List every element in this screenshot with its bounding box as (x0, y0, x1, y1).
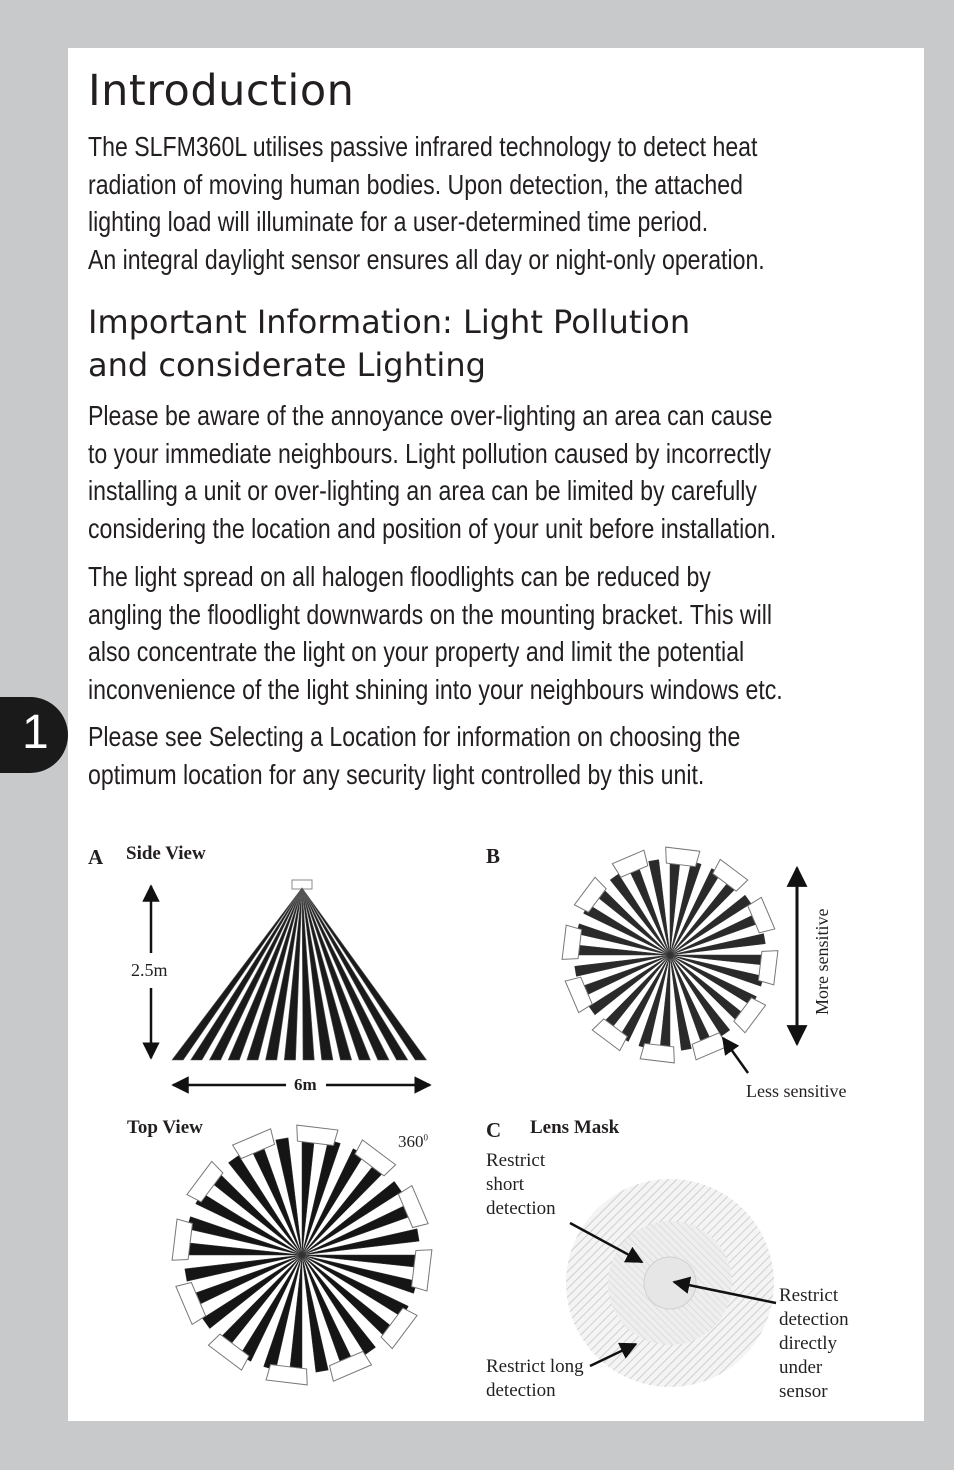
figure-c-letter: C (486, 1118, 502, 1142)
lens-tab (562, 925, 581, 959)
paragraph-line: to your immediate neighbours. Light pollution caused by incorrectly (88, 437, 772, 469)
intro-line: An integral daylight sensor ensures all day or night-only operation. (88, 243, 765, 275)
page-title: Introduction (88, 66, 355, 116)
lens-tab (692, 1033, 728, 1060)
lens-tab (666, 847, 700, 866)
label-line: detection (486, 1198, 556, 1219)
label-line: Restrict long (486, 1356, 584, 1377)
section-heading-line: and considerate Lighting (88, 346, 486, 384)
angle-label (398, 1132, 428, 1152)
lens-mask-diagram (566, 1179, 774, 1387)
top-view-pattern (172, 1125, 432, 1385)
label-line: detection (779, 1309, 849, 1330)
intro-line: radiation of moving human bodies. Upon detection, the attached (88, 168, 743, 200)
paragraph-line: considering the location and position of your unit before installation. (88, 512, 777, 544)
figure-a-letter: A (88, 845, 104, 869)
paragraph-line: also concentrate the light on your property and limit the potential (88, 636, 745, 667)
intro-line: The SLFM360L utilises passive infrared technology to detect heat (88, 131, 758, 162)
label-line: sensor (779, 1381, 828, 1402)
label-line: under (779, 1357, 823, 1378)
lens-tab (612, 850, 648, 877)
paragraph-line: Please be aware of the annoyance over-lighting an area can cause (88, 400, 773, 431)
restrict-short-label (486, 1149, 556, 1221)
less-sensitive-label: Less sensitive (746, 1081, 847, 1101)
restrict-long-label (486, 1355, 584, 1403)
paragraph-line: installing a unit or over-lighting an area can be limited by carefully (88, 475, 757, 506)
lens-tab (640, 1043, 674, 1062)
page-number-tab (0, 697, 68, 773)
width-label: 6m (294, 1075, 317, 1094)
lens-tab (734, 998, 766, 1033)
detection-beam (172, 888, 302, 1060)
sensor-head-icon (292, 880, 312, 889)
lens-tab (713, 859, 748, 891)
top-view-title: Top View (127, 1117, 203, 1138)
lens-tab (592, 1019, 627, 1051)
less-sensitive-arrow (723, 1038, 748, 1073)
label-line: detection (486, 1380, 556, 1401)
label-line: short (486, 1174, 524, 1195)
paragraph-line: Please see Selecting a Location for information on choosing the (88, 721, 741, 752)
intro-line: lighting load will illuminate for a user-determined time period. (88, 206, 709, 237)
paragraph-line: optimum location for any security light controlled by this unit. (88, 758, 705, 790)
sensitivity-pattern (562, 847, 778, 1063)
label-line: Restrict (779, 1285, 839, 1306)
height-label: 2.5m (131, 960, 168, 980)
page-number: 1 (22, 706, 49, 759)
more-sensitive-label: More sensitive (812, 908, 832, 1015)
paragraph-line: angling the floodlight downwards on the mounting bracket. This will (88, 598, 772, 630)
manual-page (68, 48, 924, 1421)
label-line: directly (779, 1333, 838, 1354)
angle-degree: 0 (423, 1132, 428, 1143)
restrict-under-label (779, 1284, 849, 1404)
lens-tab (574, 877, 606, 912)
side-view-fan (172, 880, 427, 1060)
paragraph-line: The light spread on all halogen floodlights can be reduced by (88, 561, 711, 592)
figure-b-letter: B (486, 844, 501, 868)
lens-tab (565, 977, 592, 1013)
label-line: Restrict (486, 1150, 546, 1171)
lens-tab (758, 951, 777, 985)
paragraph-line: inconvenience of the light shining into your neighbours windows etc. (88, 673, 783, 705)
angle-value: 360 (398, 1132, 424, 1151)
side-view-title: Side View (126, 843, 206, 864)
lens-mask-title: Lens Mask (530, 1117, 620, 1138)
lens-tab (748, 897, 775, 933)
section-heading-line: Important Information: Light Pollution (88, 303, 691, 341)
